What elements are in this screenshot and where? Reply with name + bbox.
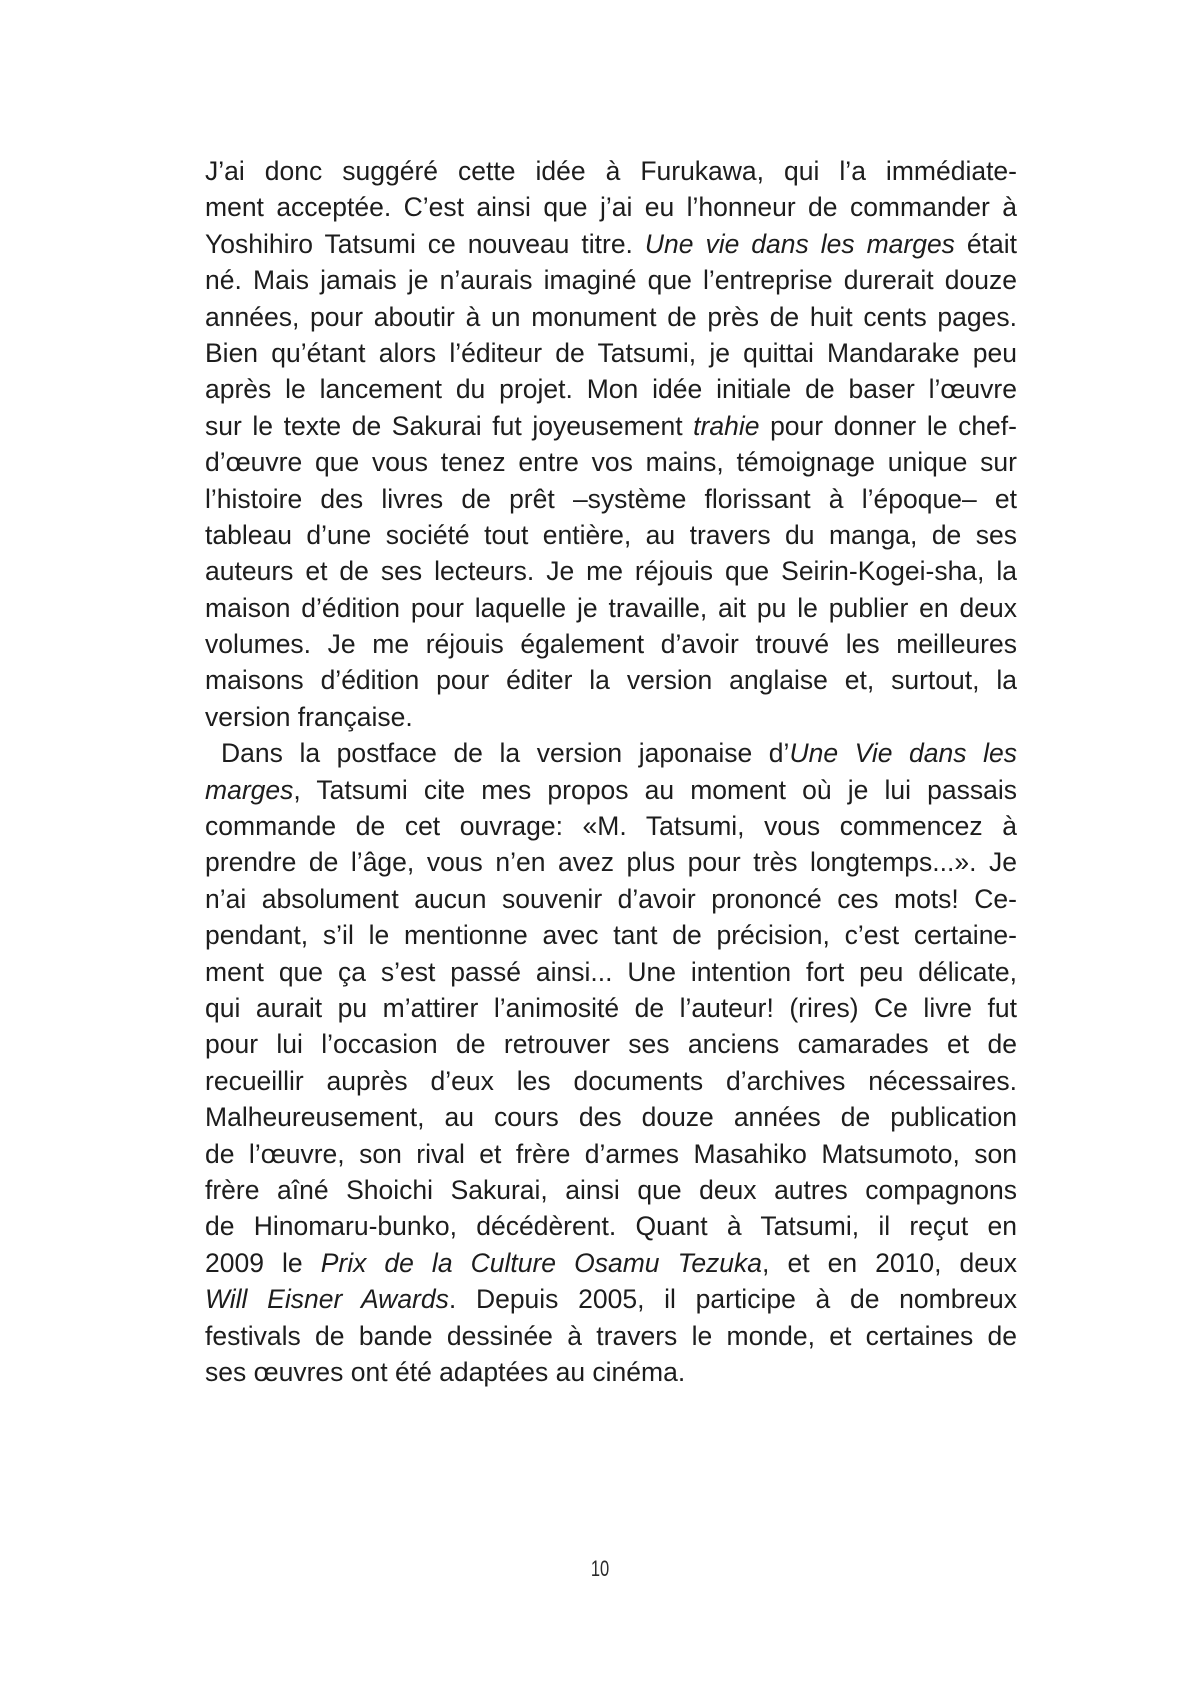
text-run: recueillir auprès d’eux les documents d’archives nécessaires. [205,1065,1017,1096]
text-run: pendant, s’il le mentionne avec tant de précision, c’est certaine- [205,920,1017,951]
text-line [205,371,1017,407]
italic-title: Une vie dans les marges [644,228,955,259]
text-run: tableau d’une société tout entière, au travers du manga, de ses [205,519,1017,550]
text-run: commande de cet ouvrage: «M. Tatsumi, vous commencez à [205,811,1017,842]
text-run: auteurs et de ses lecteurs. Je me réjouis que Seirin-Kogei-sha, la [205,556,1017,587]
text-run: festivals de bande dessinée à travers le monde, et certaines de [205,1320,1017,1351]
text-run: pour donner le chef- [759,410,1017,441]
body-text [205,153,1017,1390]
text-run: Malheureusement, au cours des douze années de publication [205,1102,1017,1133]
paragraph [205,153,1017,735]
text-run: après le lancement du projet. Mon idée initiale de baser l’œuvre [205,374,1017,405]
text-line [205,1026,1017,1062]
page-number: 10 [590,1556,610,1581]
text-run: années, pour aboutir à un monument de près de huit cents pages. [205,301,1017,332]
text-line [205,553,1017,589]
text-line [205,772,1017,808]
text-line [205,1172,1017,1208]
text-line [205,699,1017,735]
text-line [205,808,1017,844]
text-line [205,1281,1017,1317]
text-line [205,590,1017,626]
text-line [205,444,1017,480]
text-line [205,954,1017,990]
text-line [205,662,1017,698]
text-run: , et en 2010, deux [762,1247,1017,1278]
text-run: Dans la postface de la version japonaise d’ [221,738,790,769]
italic-title: Will Eisner Awards [205,1284,449,1315]
text-run: version française. [205,701,413,732]
italic-title: marges [205,774,294,805]
text-run: prendre de l’âge, vous n’en avez plus pour très longtemps...». Je [205,847,1017,878]
text-line [205,189,1017,225]
text-run: de Hinomaru-bunko, décédèrent. Quant à Tatsumi, il reçut en [205,1211,1017,1242]
italic-title: trahie [693,410,760,441]
text-line [205,1318,1017,1354]
text-line [205,1354,1017,1390]
text-run: sur le texte de Sakurai fut joyeusement [205,410,694,441]
text-run: . Depuis 2005, il participe à de nombreux [448,1284,1017,1315]
text-run: Yoshihiro Tatsumi ce nouveau titre. [205,228,645,259]
italic-title: Prix de la Culture Osamu Tezuka [320,1247,763,1278]
text-run: maison d’édition pour laquelle je travaille, ait pu le publier en deux [205,592,1017,623]
text-line [205,1099,1017,1135]
text-line [205,735,1017,771]
text-line [205,153,1017,189]
text-line [205,408,1017,444]
text-line [205,262,1017,298]
text-run: volumes. Je me réjouis également d’avoir trouvé les meilleures [205,629,1017,660]
text-run: qui aurait pu m’attirer l’animosité de l’auteur! (rires) Ce livre fut [205,992,1017,1023]
text-line [205,1245,1017,1281]
text-line [205,844,1017,880]
text-line [205,1208,1017,1244]
text-run: de l’œuvre, son rival et frère d’armes Masahiko Matsumoto, son [205,1138,1017,1169]
text-run: ses œuvres ont été adaptées au cinéma. [205,1356,686,1387]
text-line [205,1063,1017,1099]
paragraph [205,735,1017,1390]
text-run: maisons d’édition pour éditer la version anglaise et, surtout, la [205,665,1017,696]
text-line [205,990,1017,1026]
text-run: pour lui l’occasion de retrouver ses anciens camarades et de [205,1029,1017,1060]
text-line [205,226,1017,262]
text-run: n’ai absolument aucun souvenir d’avoir prononcé ces mots! Ce- [205,883,1017,914]
text-run: , Tatsumi cite mes propos au moment où je lui passais [293,774,1017,805]
text-line [205,626,1017,662]
italic-title: Une Vie dans les [789,738,1017,769]
text-line [205,517,1017,553]
text-line [205,481,1017,517]
text-line [205,335,1017,371]
text-run: 2009 le [205,1247,321,1278]
text-line [205,881,1017,917]
text-line [205,917,1017,953]
text-run: J’ai donc suggéré cette idée à Furukawa, qui l’a immédiate- [205,156,1017,186]
text-run: frère aîné Shoichi Sakurai, ainsi que deux autres compagnons [205,1174,1017,1205]
text-run: ment acceptée. C’est ainsi que j’ai eu l’honneur de commander à [205,192,1017,223]
text-line [205,1136,1017,1172]
text-run: d’œuvre que vous tenez entre vos mains, témoignage unique sur [205,447,1017,478]
text-run: l’histoire des livres de prêt –système florissant à l’époque– et [205,483,1017,514]
text-run: Bien qu’étant alors l’éditeur de Tatsumi, je quittai Mandarake peu [205,337,1017,368]
text-run: né. Mais jamais je n’aurais imaginé que l’entreprise durerait douze [205,265,1017,296]
text-run: ment que ça s’est passé ainsi... Une intention fort peu délicate, [205,956,1017,987]
text-run: était [954,228,1017,259]
text-line [205,299,1017,335]
